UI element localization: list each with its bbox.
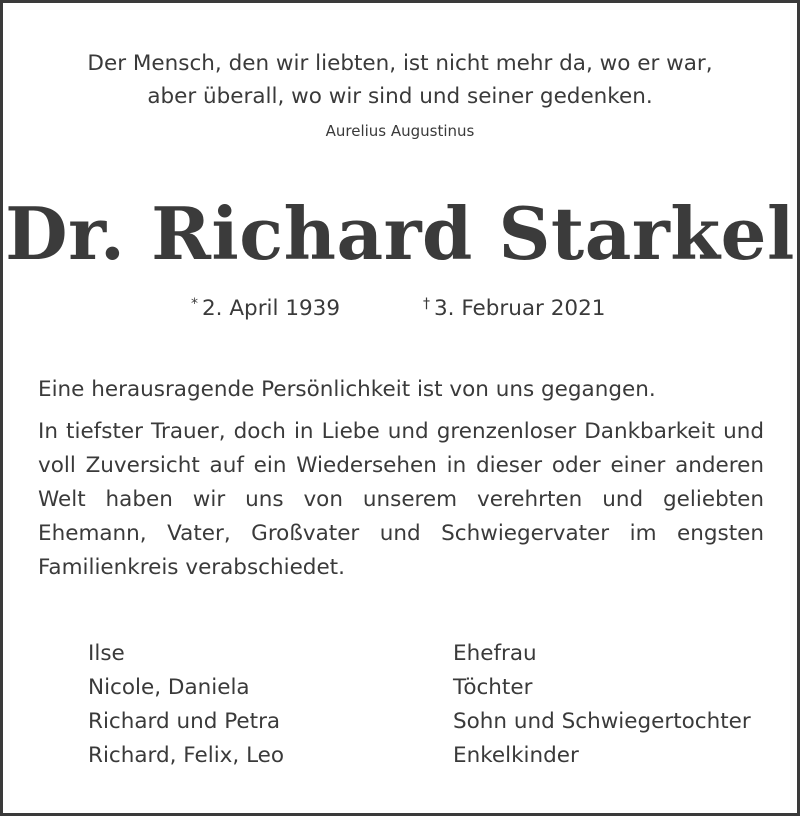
birth-date	[191, 289, 340, 324]
quote-line-1: Der Mensch, den wir liebten, ist nicht mehr da, wo er war,	[87, 51, 713, 76]
mourner-names: Nicole, Daniela	[88, 675, 250, 700]
mourner-relation: Ehefrau	[453, 641, 537, 666]
deceased-name: Dr. Richard Starkel	[5, 191, 795, 276]
mourners-list	[3, 637, 797, 773]
mourner-relation: Sohn und Schwiegertochter	[453, 709, 751, 734]
mourner-names: Richard und Petra	[88, 709, 281, 734]
mourner-names: Richard, Felix, Leo	[88, 743, 285, 768]
mourner-row	[3, 671, 797, 705]
mourner-names: Ilse	[88, 641, 125, 666]
quote	[3, 47, 797, 113]
quote-author: Aurelius Augustinus	[325, 122, 475, 140]
mourner-row	[3, 637, 797, 671]
death-symbol: †	[423, 296, 430, 312]
quote-line-2: aber überall, wo wir sind und seiner gedenken.	[147, 84, 653, 109]
mourner-row	[3, 705, 797, 739]
death-date	[423, 289, 605, 324]
death-date-text: 3. Februar 2021	[434, 296, 606, 321]
mourner-row	[3, 739, 797, 773]
mourner-relation: Enkelkinder	[453, 743, 579, 768]
paragraph-intro: Eine herausragende Persönlichkeit ist von uns gegangen.	[38, 377, 656, 402]
birth-symbol: *	[191, 296, 198, 312]
mourner-relation: Töchter	[453, 675, 533, 700]
birth-date-text: 2. April 1939	[202, 296, 341, 321]
paragraph-farewell: In tiefster Trauer, doch in Liebe und grenzenloser Dankbarkeit und voll Zuversicht auf ein Wiedersehen in dieser oder einer anderen Welt haben wir uns von unserem verehrten und geliebten Ehemann, Vater, Großvater und Schwiegervater im engsten Familienkreis verabschiedet.	[38, 419, 764, 580]
